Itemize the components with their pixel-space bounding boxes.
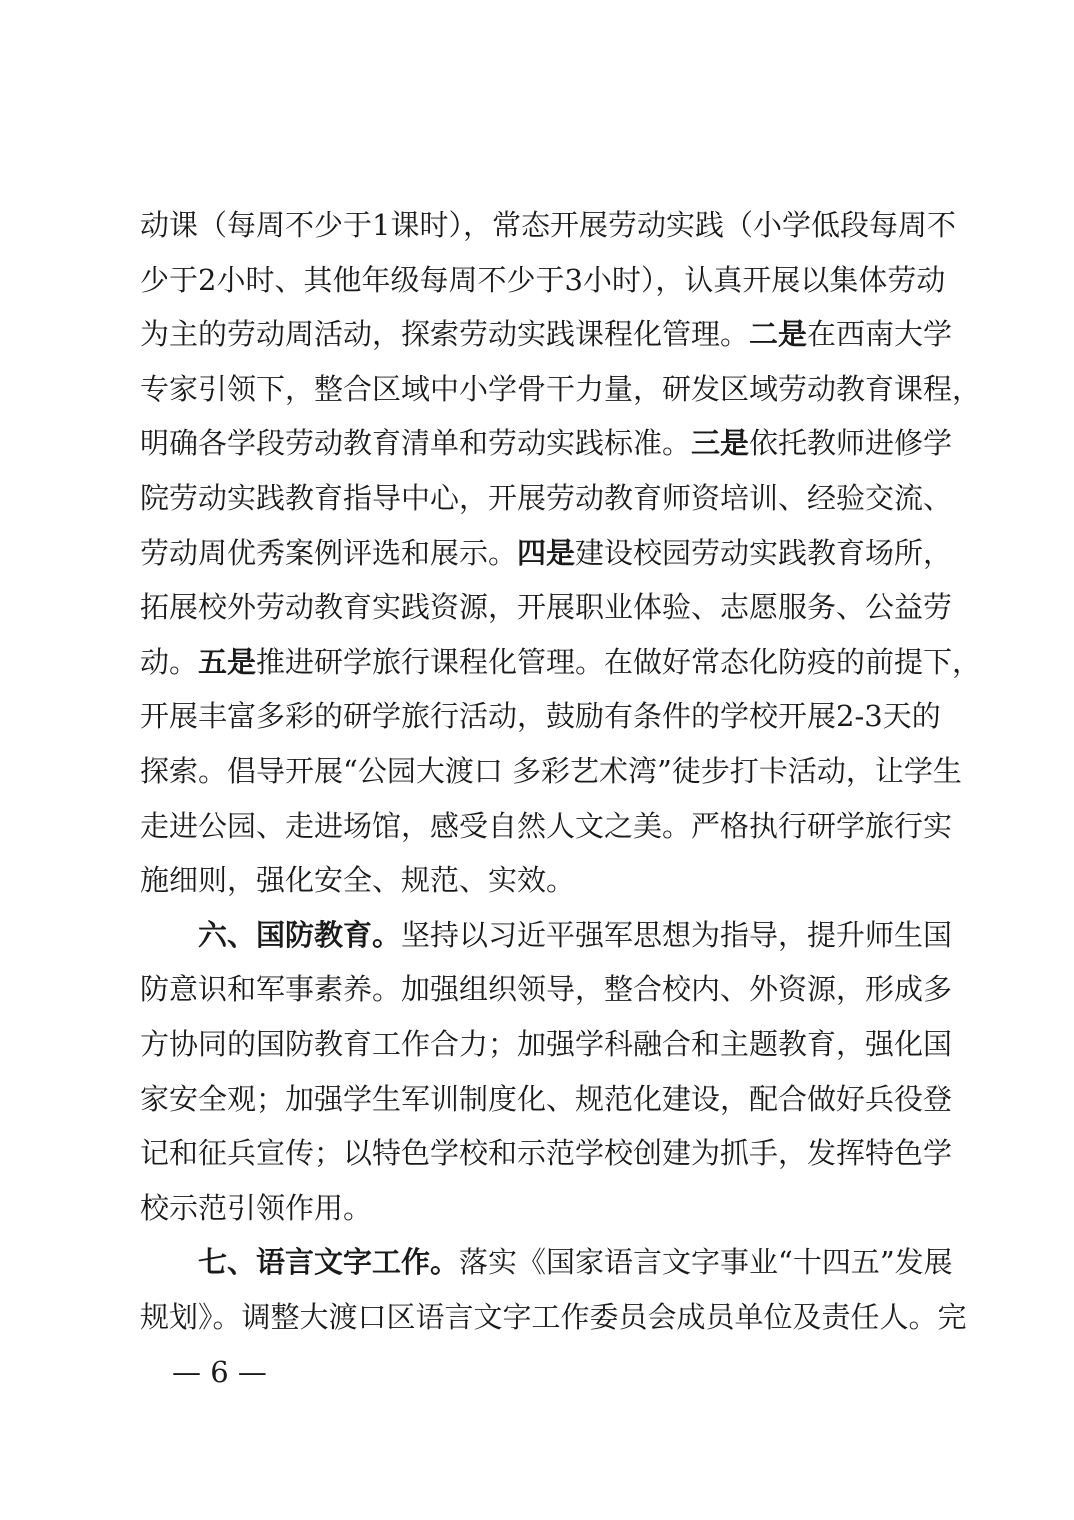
text-line: 院劳动实践教育指导中心，开展劳动教育师资培训、经验交流、 [140, 480, 953, 515]
text-segment: 落实《国家语言文字事业“十四五”发展 [459, 1245, 953, 1280]
text-segment: 依托教师进修学 [749, 426, 953, 461]
bold-marker: 二是 [749, 317, 808, 352]
text-line: 校示范引领作用。 [140, 1190, 373, 1225]
text-segment: 劳动周优秀案例评选和展示。 [140, 535, 518, 570]
text-segment: 动。 [140, 644, 199, 679]
text-segment: 推进研学旅行课程化管理。在做好常态化防疫的前提下， [256, 644, 982, 679]
section-heading-line [140, 1235, 953, 1290]
text-line: 开展丰富多彩的研学旅行活动，鼓励有条件的学校开展2-3天的 [140, 699, 941, 734]
text-line [140, 526, 953, 581]
text-line [140, 635, 982, 690]
bold-marker: 三是 [691, 426, 750, 461]
text-line [140, 307, 953, 362]
text-line: 拓展校外劳动教育实践资源，开展职业体验、志愿服务、公益劳 [140, 590, 953, 625]
page-number: — 6 — [172, 1355, 267, 1389]
text-segment: 建设校园劳动实践教育场所， [575, 535, 953, 570]
text-segment: 明确各学段劳动教育清单和劳动实践标准。 [140, 426, 692, 461]
text-line: 规划》。调整大渡口区语言文字工作委员会成员单位及责任人。完 [140, 1299, 967, 1334]
text-line: 家安全观；加强学生军训制度化、规范化建设，配合做好兵役登 [140, 1081, 953, 1116]
text-segment: 在西南大学 [807, 317, 953, 352]
section-heading: 六、国防教育。 [198, 917, 402, 952]
text-line: 施细则，强化安全、规范、实效。 [140, 863, 576, 898]
document-body [140, 198, 982, 1344]
bold-marker: 五是 [198, 644, 257, 679]
text-line [140, 416, 953, 471]
text-segment: 为主的劳动周活动，探索劳动实践课程化管理。 [140, 317, 750, 352]
section-heading: 七、语言文字工作。 [198, 1245, 460, 1280]
text-line: 少于2小时、其他年级每周不少于3小时），认真开展以集体劳动 [140, 262, 946, 297]
text-line: 专家引领下，整合区域中小学骨干力量，研发区域劳动教育课程， [140, 371, 982, 406]
text-line: 记和征兵宣传；以特色学校和示范学校创建为抓手，发挥特色学 [140, 1136, 953, 1171]
text-line: 防意识和军事素养。加强组织领导，整合校内、外资源，形成多 [140, 972, 953, 1007]
text-line: 方协同的国防教育工作合力；加强学科融合和主题教育，强化国 [140, 1026, 953, 1061]
section-heading-line [140, 908, 953, 963]
text-segment: 坚持以习近平强军思想为指导，提升师生国 [401, 917, 953, 952]
text-line: 走进公园、走进场馆，感受自然人文之美。严格执行研学旅行实 [140, 808, 953, 843]
text-line: 探索。倡导开展“公园大渡口 多彩艺术湾”徒步打卡活动，让学生 [140, 753, 962, 788]
bold-marker: 四是 [517, 535, 576, 570]
text-line: 动课（每周不少于1课时），常态开展劳动实践（小学低段每周不 [140, 208, 956, 242]
